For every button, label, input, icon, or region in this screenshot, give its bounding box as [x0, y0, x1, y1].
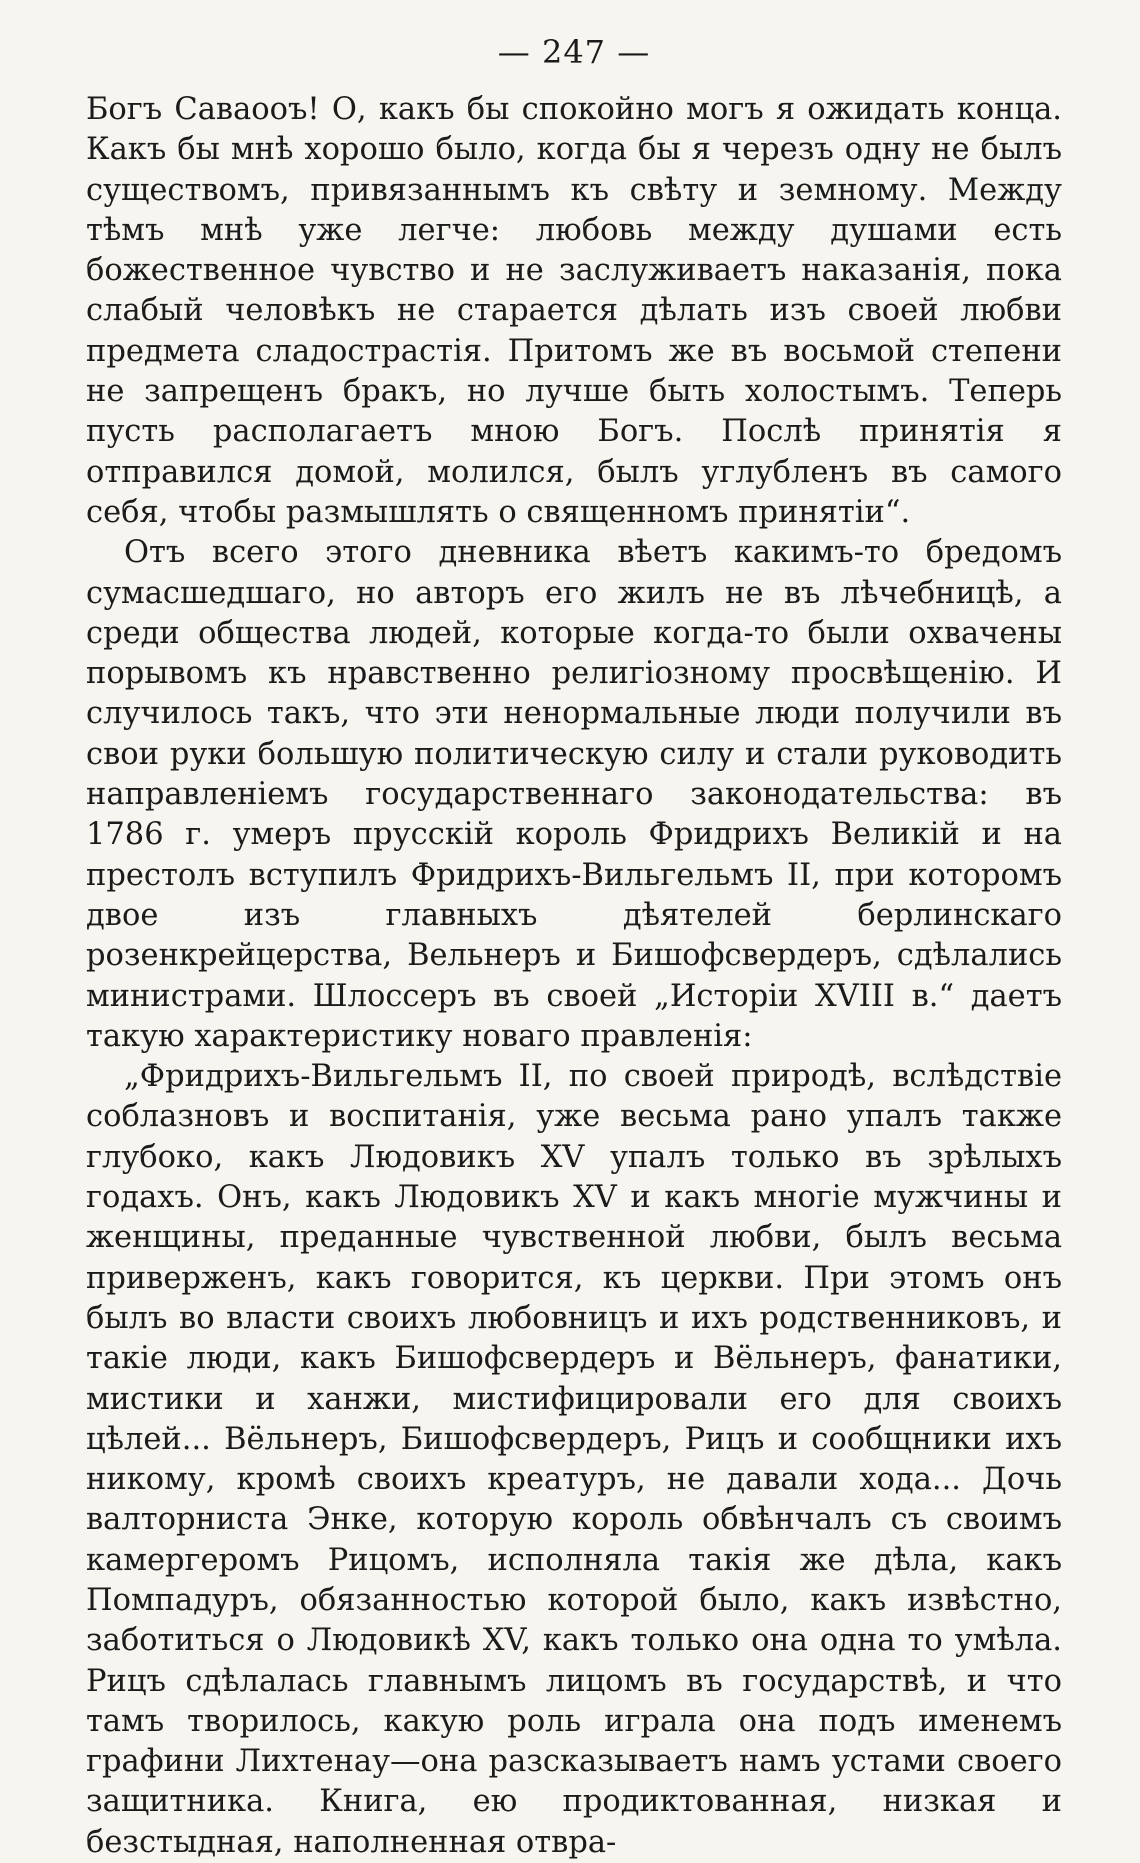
paragraph-diary-commentary: Отъ всего этого дневника вѣетъ какимъ-то бредомъ сумасшедшаго, но авторъ его жилъ не въ лѣчебницѣ, а среди общества людей, которые когда-то были охвачены порывомъ къ нравственно религіозному просвѣщенію. И случилось такъ, что эти ненормальные люди получили въ свои руки большую политическую силу и стали руководить направленіемъ государственнаго законодательства: въ 1786 г. умеръ прусскій король Фридрихъ Великій и на престолъ вступилъ Фридрихъ-Вильгельмъ II, при которомъ двое изъ главныхъ дѣятелей берлинскаго розенкрейцерства, Вельнеръ и Бишофсвердеръ, сдѣлались министрами. Шлоссеръ въ своей „Исторіи XVIII в.“ даетъ такую характеристику новаго правленія:: [86, 535, 1062, 1054]
paragraph-continuation: Богъ Саваооъ! О, какъ бы спокойно могъ я ожидать конца. Какъ бы мнѣ хорошо было, когда бы я черезъ одну не былъ существомъ, привязаннымъ къ свѣту и земному. Между тѣмъ мнѣ уже легче: любовь между душами есть божественное чувство и не заслуживаетъ наказанія, пока слабый человѣкъ не старается дѣлать изъ своей любви предмета сладострастія. Притомъ же въ восьмой степени не запрещенъ бракъ, но лучше быть холостымъ. Теперь пусть располагаетъ мною Богъ. Послѣ принятія я отправился домой, молился, былъ углубленъ въ самого себя, чтобы размышлять о священномъ принятіи“.: [86, 92, 1062, 530]
paragraph-schlosser-quote: „Фридрихъ-Вильгельмъ II, по своей природѣ, вслѣдствіе соблазновъ и воспитанія, уже весьма рано упалъ также глубоко, какъ Людовикъ XV упалъ только въ зрѣлыхъ годахъ. Онъ, какъ Людовикъ XV и какъ многіе мужчины и женщины, преданные чувственной любви, былъ весьма приверженъ, какъ говорится, къ церкви. При этомъ онъ былъ во власти своихъ любовницъ и ихъ родственниковъ, и такіе люди, какъ Бишофсвердеръ и Вёльнеръ, фанатики, мистики и ханжи, мистифицировали его для своихъ цѣлей... Вёльнеръ, Бишофсвердеръ, Рицъ и сообщники ихъ никому, кромѣ своихъ креатуръ, не давали хода... Дочь валторниста Энке, которую король обвѣнчалъ съ своимъ камергеромъ Рицомъ, исполняла такія же дѣла, какъ Помпадуръ, обязанностью которой было, какъ извѣстно, заботиться о Людовикѣ XV, какъ только она одна то умѣла. Рицъ сдѣлалась главнымъ лицомъ въ государствѣ, и что тамъ творилось, какую роль играла она подъ именемъ графини Лихтенау—она разсказываетъ намъ устами своего защитника. Книга, ею продиктованная, низкая и безстыдная, наполненная отвра-: [86, 1059, 1062, 1860]
book-page: [86, 28, 1062, 1863]
page-number: — 247 —: [497, 33, 651, 71]
